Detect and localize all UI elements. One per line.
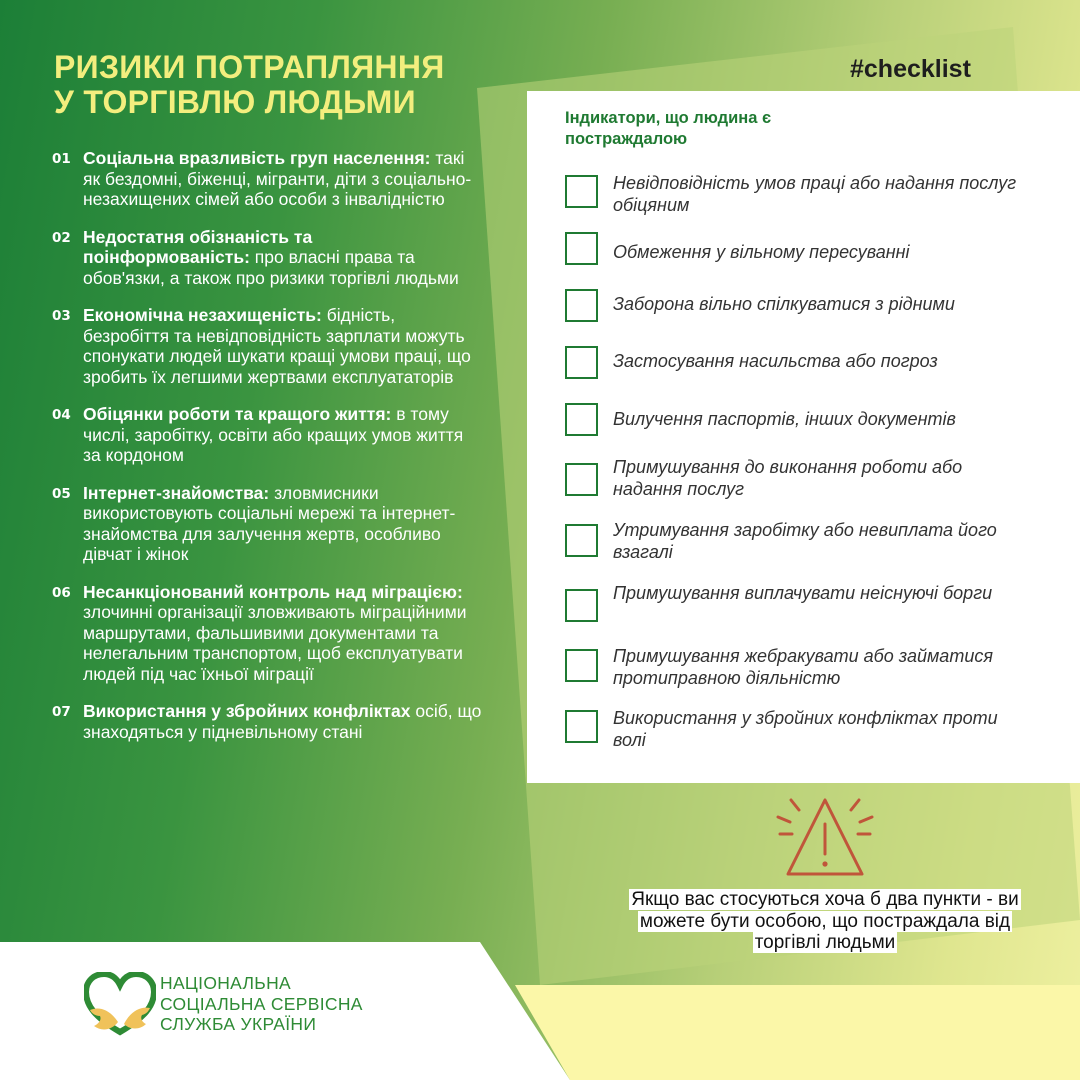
checkbox[interactable] bbox=[565, 589, 598, 622]
checkbox[interactable] bbox=[565, 346, 598, 379]
checklist-item-label: Утримування заробітку або невиплата його взагалі bbox=[613, 520, 997, 562]
checklist-item-label: Обмеження у вільному пересуванні bbox=[613, 242, 910, 262]
risk-heading: Інтернет-знайомства: bbox=[83, 482, 270, 503]
checklist-item-label: Примушування виплачувати неіснуючі борги bbox=[613, 583, 993, 603]
checklist-item-label: Примушування жебракувати або займатися протиправною діяльністю bbox=[613, 646, 993, 688]
risk-description: зловмисники використовують соціальні мережі та інтернет-знайомства для залучення жертв, особливо дівчат і жінок bbox=[83, 482, 456, 564]
checklist-item[interactable] bbox=[565, 710, 1065, 754]
checklist-item[interactable] bbox=[565, 175, 1065, 219]
risk-item bbox=[52, 483, 482, 565]
checklist-item[interactable] bbox=[565, 583, 1065, 633]
risk-heading: Несанкціонований контроль над міграцією: bbox=[83, 581, 463, 602]
risk-number: 06 bbox=[52, 584, 71, 601]
risk-item bbox=[52, 305, 482, 387]
checkbox[interactable] bbox=[565, 289, 598, 322]
checklist-item[interactable] bbox=[565, 646, 1065, 693]
checklist-card bbox=[527, 91, 1080, 783]
checklist-item-label: Заборона вільно спілкуватися з рідними bbox=[613, 294, 955, 314]
organization-logo bbox=[84, 972, 384, 1038]
risk-heading: Недостатня обізнаність та поінформованість: bbox=[83, 226, 313, 267]
risk-number: 04 bbox=[52, 407, 71, 423]
checklist-item-label: Примушування до виконання роботи або надання послуг bbox=[613, 457, 963, 499]
checkbox[interactable] bbox=[565, 463, 598, 496]
risk-heading: Економічна незахищеність: bbox=[83, 305, 322, 325]
logo-line-2: СОЦІАЛЬНА СЕРВІСНА bbox=[160, 993, 363, 1014]
logo-line-3: СЛУЖБА УКРАЇНИ bbox=[160, 1014, 317, 1034]
risk-description: такі як бездомні, біженці, мігранти, діти з соціально-незахищених сімей або особи з інвалідністю bbox=[83, 148, 472, 209]
risk-number: 03 bbox=[52, 308, 71, 324]
checklist-item-label: Невідповідність умов праці або надання послуг обіцяним bbox=[613, 173, 1017, 215]
heart-hands-logo-icon bbox=[84, 972, 156, 1036]
checklist-item[interactable] bbox=[565, 289, 1065, 333]
checkbox[interactable] bbox=[565, 175, 598, 208]
checkbox[interactable] bbox=[565, 649, 598, 682]
risk-number: 07 bbox=[52, 704, 71, 720]
checklist-hashtag: #checklist bbox=[850, 55, 971, 83]
risk-number: 05 bbox=[52, 485, 71, 502]
risk-item bbox=[52, 582, 482, 685]
logo-line-1: НАЦІОНАЛЬНА bbox=[160, 973, 292, 993]
risk-item bbox=[52, 404, 482, 466]
risk-description: про власні права та обов'язки, а також про ризики торгівлі людьми bbox=[83, 247, 459, 288]
checklist-item[interactable] bbox=[565, 346, 1065, 390]
organization-name bbox=[160, 973, 363, 1035]
checkbox[interactable] bbox=[565, 403, 598, 436]
warning-triangle-icon bbox=[772, 792, 878, 882]
risk-heading: Використання у збройних конфліктах bbox=[83, 701, 411, 721]
page-title bbox=[54, 50, 474, 120]
yellow-footer bbox=[515, 985, 1080, 1080]
risk-description: осіб, що знаходяться у підневільному стані bbox=[83, 701, 482, 742]
risk-description: злочинні організації зловживають міграційними маршрутами, фальшивими документами та нелегальним транспортом, щоб експлуатувати людей під час їхньої міграції bbox=[83, 602, 467, 684]
risk-number: 02 bbox=[52, 229, 71, 246]
risk-heading: Соціальна вразливість груп населення: bbox=[83, 148, 431, 168]
checklist-item[interactable] bbox=[565, 403, 1065, 447]
checkbox[interactable] bbox=[565, 524, 598, 557]
checklist-item-label: Вилучення паспортів, інших документів bbox=[613, 409, 956, 429]
title-line-2: У ТОРГІВЛЮ ЛЮДЬМИ bbox=[54, 84, 416, 120]
checklist-item[interactable] bbox=[565, 457, 1065, 507]
risk-number: 01 bbox=[52, 151, 71, 167]
risk-item bbox=[52, 148, 482, 210]
checklist-title: Індикатори, що людина є постраждалою bbox=[565, 109, 772, 148]
risk-item bbox=[52, 227, 482, 289]
checkbox[interactable] bbox=[565, 710, 598, 743]
checkbox[interactable] bbox=[565, 232, 598, 265]
checklist-item-label: Застосування насильства або погроз bbox=[613, 351, 938, 371]
risk-description: бідність, безробіття та невідповідність зарплати можуть спонукати людей шукати кращі умови праці, що зробить їх легшими жертвами експлуататорів bbox=[83, 305, 471, 387]
warning-message: Якщо вас стосуються хоча б два пункти - ви можете бути особою, що постраждала від торгівлі людьми bbox=[631, 889, 1019, 953]
risk-heading: Обіцянки роботи та кращого життя: bbox=[83, 404, 392, 424]
checklist-item-label: Використання у збройних конфліктах проти волі bbox=[613, 708, 998, 750]
checklist-item[interactable] bbox=[565, 232, 1065, 276]
risk-description: в тому числі, заробітку, освіти або кращих умов життя за кордоном bbox=[83, 404, 464, 465]
title-line-1: РИЗИКИ ПОТРАПЛЯННЯ bbox=[54, 49, 445, 85]
risk-item bbox=[52, 701, 482, 742]
checklist-item[interactable] bbox=[565, 520, 1065, 568]
risk-list bbox=[52, 148, 482, 759]
